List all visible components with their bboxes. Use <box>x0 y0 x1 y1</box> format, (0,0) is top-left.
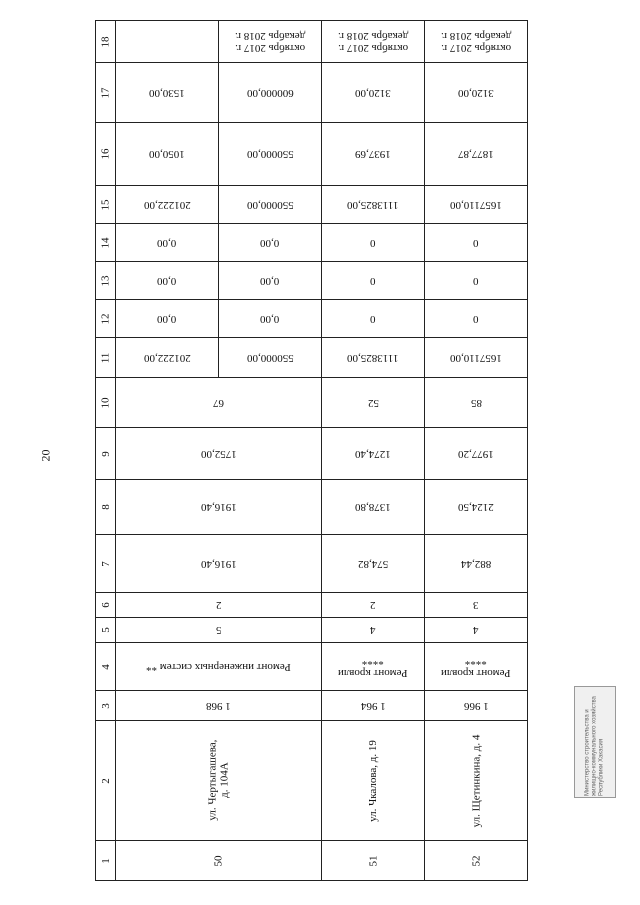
row-50-c13-b: 0,00 <box>219 262 322 300</box>
register-table <box>95 20 527 866</box>
row-50-c14-b: 0,00 <box>219 224 322 262</box>
row-51-c7: 574,82 <box>322 535 425 593</box>
row-51-c13: 0 <box>322 262 425 300</box>
row-50-c7: 1916,40 <box>116 535 322 593</box>
row-52-c9: 1977,20 <box>425 428 528 480</box>
row-52-c5: 4 <box>425 618 528 643</box>
row-52-c8: 2124,50 <box>425 480 528 535</box>
col-header-13: 13 <box>96 262 116 300</box>
row-52-c4: Ремонт кровли **** <box>425 643 528 691</box>
col-header-15: 15 <box>96 186 116 224</box>
col-header-1: 1 <box>96 841 116 881</box>
col-header-2: 2 <box>96 721 116 841</box>
stamp-text: Министерство строительства и жилищно-коммунального хозяйства Республики Хакасия <box>584 696 605 796</box>
row-51-c9: 1274,40 <box>322 428 425 480</box>
row-50-c15-a: 201222,00 <box>116 186 219 224</box>
row-50-c10: 67 <box>116 378 322 428</box>
row-50-c15-b: 550000,00 <box>219 186 322 224</box>
row-51-c4: Ремонт кровли **** <box>322 643 425 691</box>
col-header-11: 11 <box>96 338 116 378</box>
row-50-c11-b: 550000,00 <box>219 338 322 378</box>
row-52-c6: 3 <box>425 593 528 618</box>
col-header-14: 14 <box>96 224 116 262</box>
row-51-c15: 1113825,00 <box>322 186 425 224</box>
row-50-c16-a: 1050,00 <box>116 123 219 186</box>
row-50-c14-a: 0,00 <box>116 224 219 262</box>
row-52-c18: октябрь 2017 г. декабрь 2018 г. <box>425 21 528 63</box>
row-52-c10: 85 <box>425 378 528 428</box>
row-52-c14: 0 <box>425 224 528 262</box>
row-51-c11: 1113825,00 <box>322 338 425 378</box>
row-51-c18: октябрь 2017 г. декабрь 2018 г. <box>322 21 425 63</box>
row-51-c5: 4 <box>322 618 425 643</box>
col-header-9: 9 <box>96 428 116 480</box>
row-51-c16: 1937,69 <box>322 123 425 186</box>
row-52-c17: 3120,00 <box>425 63 528 123</box>
row-51-c8: 1378,80 <box>322 480 425 535</box>
row-51-c12: 0 <box>322 300 425 338</box>
row-52-c16: 1877,87 <box>425 123 528 186</box>
col-header-12: 12 <box>96 300 116 338</box>
col-header-18: 18 <box>96 21 116 63</box>
row-51-c10: 52 <box>322 378 425 428</box>
row-50-c17-b: 600000,00 <box>219 63 322 123</box>
col-header-10: 10 <box>96 378 116 428</box>
row-51-c6: 2 <box>322 593 425 618</box>
row-52-c3: 1 966 <box>425 691 528 721</box>
row-51-c3: 1 964 <box>322 691 425 721</box>
col-header-6: 6 <box>96 593 116 618</box>
row-52-c13: 0 <box>425 262 528 300</box>
row-50-c17-a: 1530,00 <box>116 63 219 123</box>
row-50-c5: 5 <box>116 618 322 643</box>
col-header-5: 5 <box>96 618 116 643</box>
row-52-c15: 1657110,00 <box>425 186 528 224</box>
row-50-c13-a: 0,00 <box>116 262 219 300</box>
row-52-c7: 882,44 <box>425 535 528 593</box>
register-grid <box>95 20 528 881</box>
row-50-c1: 50 <box>116 841 322 881</box>
col-header-3: 3 <box>96 691 116 721</box>
row-52-c11: 1657110,00 <box>425 338 528 378</box>
col-header-8: 8 <box>96 480 116 535</box>
row-51-c1: 51 <box>322 841 425 881</box>
col-header-7: 7 <box>96 535 116 593</box>
row-50-c16-b: 550000,00 <box>219 123 322 186</box>
approval-stamp <box>574 686 616 798</box>
row-50-c9: 1752,00 <box>116 428 322 480</box>
row-50-c12-b: 0,00 <box>219 300 322 338</box>
col-header-17: 17 <box>96 63 116 123</box>
row-50-c11-a: 201222,00 <box>116 338 219 378</box>
row-50-c18-b: октябрь 2017 г. декабрь 2018 г. <box>219 21 322 63</box>
row-50-c4: Ремонт инженерных систем ** <box>116 643 322 691</box>
row-51-c2: ул. Чкалова, д. 19 <box>322 721 425 841</box>
row-51-c14: 0 <box>322 224 425 262</box>
row-50-c8: 1916,40 <box>116 480 322 535</box>
row-50-c18-a <box>116 21 219 63</box>
row-50-c12-a: 0,00 <box>116 300 219 338</box>
page-number: 20 <box>38 449 53 462</box>
row-51-c17: 3120,00 <box>322 63 425 123</box>
row-52-c12: 0 <box>425 300 528 338</box>
row-52-c1: 52 <box>425 841 528 881</box>
row-52-c2: ул. Щетинкина, д. 4 <box>425 721 528 841</box>
col-header-4: 4 <box>96 643 116 691</box>
row-50-c3: 1 968 <box>116 691 322 721</box>
row-50-c6: 2 <box>116 593 322 618</box>
col-header-16: 16 <box>96 123 116 186</box>
row-50-c2: ул. Чертыгашева, д. 104А <box>116 721 322 841</box>
